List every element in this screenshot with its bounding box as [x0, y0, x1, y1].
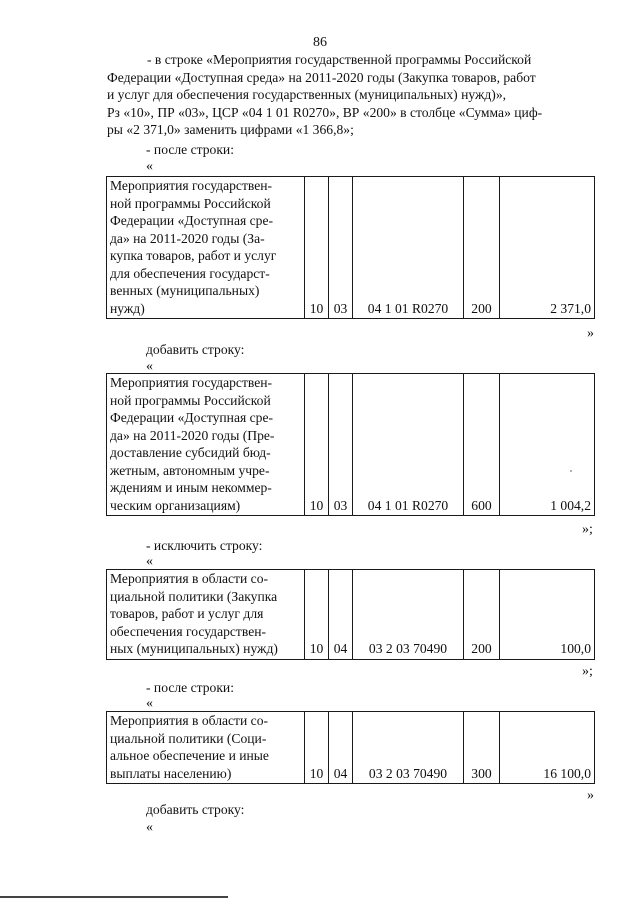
row-name-cell [107, 712, 305, 784]
intro-line: и услуг для обеспечения государственных (муниципальных) нужд)», [107, 87, 507, 102]
target-article-cell: 03 2 03 70490 [353, 712, 464, 784]
row-name-line: доставление субсидий бюд- [110, 445, 271, 460]
row-name-cell [107, 177, 305, 319]
open-quote: « [146, 359, 153, 374]
intro-line: - в строке «Мероприятия государственной программы Российской [147, 52, 532, 67]
sum-cell: 16 100,0 [500, 712, 595, 784]
close-quote: » [587, 326, 594, 341]
row-name-line: нужд) [110, 300, 145, 316]
intro-line: Федерации «Доступная среда» на 2011-2020 годы (Закупка товаров, работ [107, 69, 536, 85]
intro-line: ры «2 371,0» заменить цифрами «1 366,8»; [107, 122, 354, 137]
page-edge-line [0, 896, 228, 898]
row-name-line: да» на 2011-2020 годы (Пре- [110, 427, 275, 443]
row-name-line: ных (муниципальных) нужд) [110, 641, 278, 656]
table-row [107, 570, 595, 660]
subsection-code-cell: 03 [329, 374, 353, 516]
row-name-line: Мероприятия государствен- [110, 375, 273, 390]
close-quote-semicolon: »; [582, 522, 593, 537]
table-row [107, 177, 595, 319]
expense-type-cell: 300 [464, 712, 500, 784]
budget-table-row-3 [106, 569, 595, 660]
row-name-line: Мероприятия в области со- [110, 713, 269, 728]
budget-table-row-4 [106, 711, 595, 784]
instruction-after-row: - после строки: [146, 680, 234, 695]
open-quote: « [146, 554, 153, 569]
scan-speck [570, 470, 572, 472]
budget-table-row-2 [106, 373, 595, 516]
row-name-line: циальной политики (Соци- [110, 730, 267, 746]
row-name-line: да» на 2011-2020 годы (За- [110, 230, 265, 246]
row-name-line: ческим организациям) [110, 497, 241, 513]
target-article-cell: 04 1 01 R0270 [353, 374, 464, 516]
open-quote: « [146, 696, 153, 711]
row-name-line: альное обеспечение и иные [110, 748, 269, 763]
row-name-line: ной программы Российской [110, 195, 271, 211]
row-name-line: обеспечения государствен- [110, 623, 267, 639]
sum-cell: 2 371,0 [500, 177, 595, 319]
row-name-line: купка товаров, работ и услуг [110, 248, 277, 263]
instruction-add-row: добавить строку: [146, 342, 245, 357]
row-name-line: Мероприятия государствен- [110, 178, 273, 193]
sum-cell: 1 004,2 [500, 374, 595, 516]
row-name-line: ной программы Российской [110, 392, 271, 408]
close-quote-semicolon: »; [582, 664, 593, 679]
section-code-cell: 10 [305, 570, 329, 660]
expense-type-cell: 200 [464, 177, 500, 319]
target-article-cell: 03 2 03 70490 [353, 570, 464, 660]
row-name-line: жетным, автономным учре- [110, 462, 270, 478]
budget-table-row-1 [106, 176, 595, 319]
target-article-cell: 04 1 01 R0270 [353, 177, 464, 319]
section-code-cell: 10 [305, 712, 329, 784]
row-name-line: выплаты населению) [110, 765, 232, 781]
row-name-line: Федерации «Доступная сре- [110, 410, 274, 425]
row-name-cell [107, 374, 305, 516]
table-row [107, 712, 595, 784]
row-name-line: для обеспечения государст- [110, 265, 270, 281]
sum-cell: 100,0 [500, 570, 595, 660]
section-code-cell: 10 [305, 374, 329, 516]
open-quote: « [146, 159, 153, 174]
subsection-code-cell: 04 [329, 570, 353, 660]
subsection-code-cell: 03 [329, 177, 353, 319]
instruction-exclude-row: - исключить строку: [146, 538, 263, 553]
row-name-line: товаров, работ и услуг для [110, 606, 264, 621]
intro-line: Рз «10», ПР «03», ЦСР «04 1 01 R0270», ВР «200» в столбце «Сумма» циф- [107, 104, 543, 120]
page-number: 86 [313, 35, 327, 50]
row-name-line: ждениям и иным некоммер- [110, 480, 272, 495]
row-name-line: венных (муниципальных) [110, 283, 260, 298]
instruction-add-row: добавить строку: [146, 802, 245, 817]
open-quote: « [146, 820, 153, 835]
expense-type-cell: 200 [464, 570, 500, 660]
row-name-line: Федерации «Доступная сре- [110, 213, 274, 228]
row-name-cell [107, 570, 305, 660]
close-quote: » [587, 788, 594, 803]
expense-type-cell: 600 [464, 374, 500, 516]
table-row [107, 374, 595, 516]
instruction-after-row: - после строки: [146, 142, 234, 157]
subsection-code-cell: 04 [329, 712, 353, 784]
section-code-cell: 10 [305, 177, 329, 319]
intro-paragraph [107, 51, 595, 139]
row-name-line: Мероприятия в области со- [110, 571, 269, 586]
row-name-line: циальной политики (Закупка [110, 588, 278, 604]
